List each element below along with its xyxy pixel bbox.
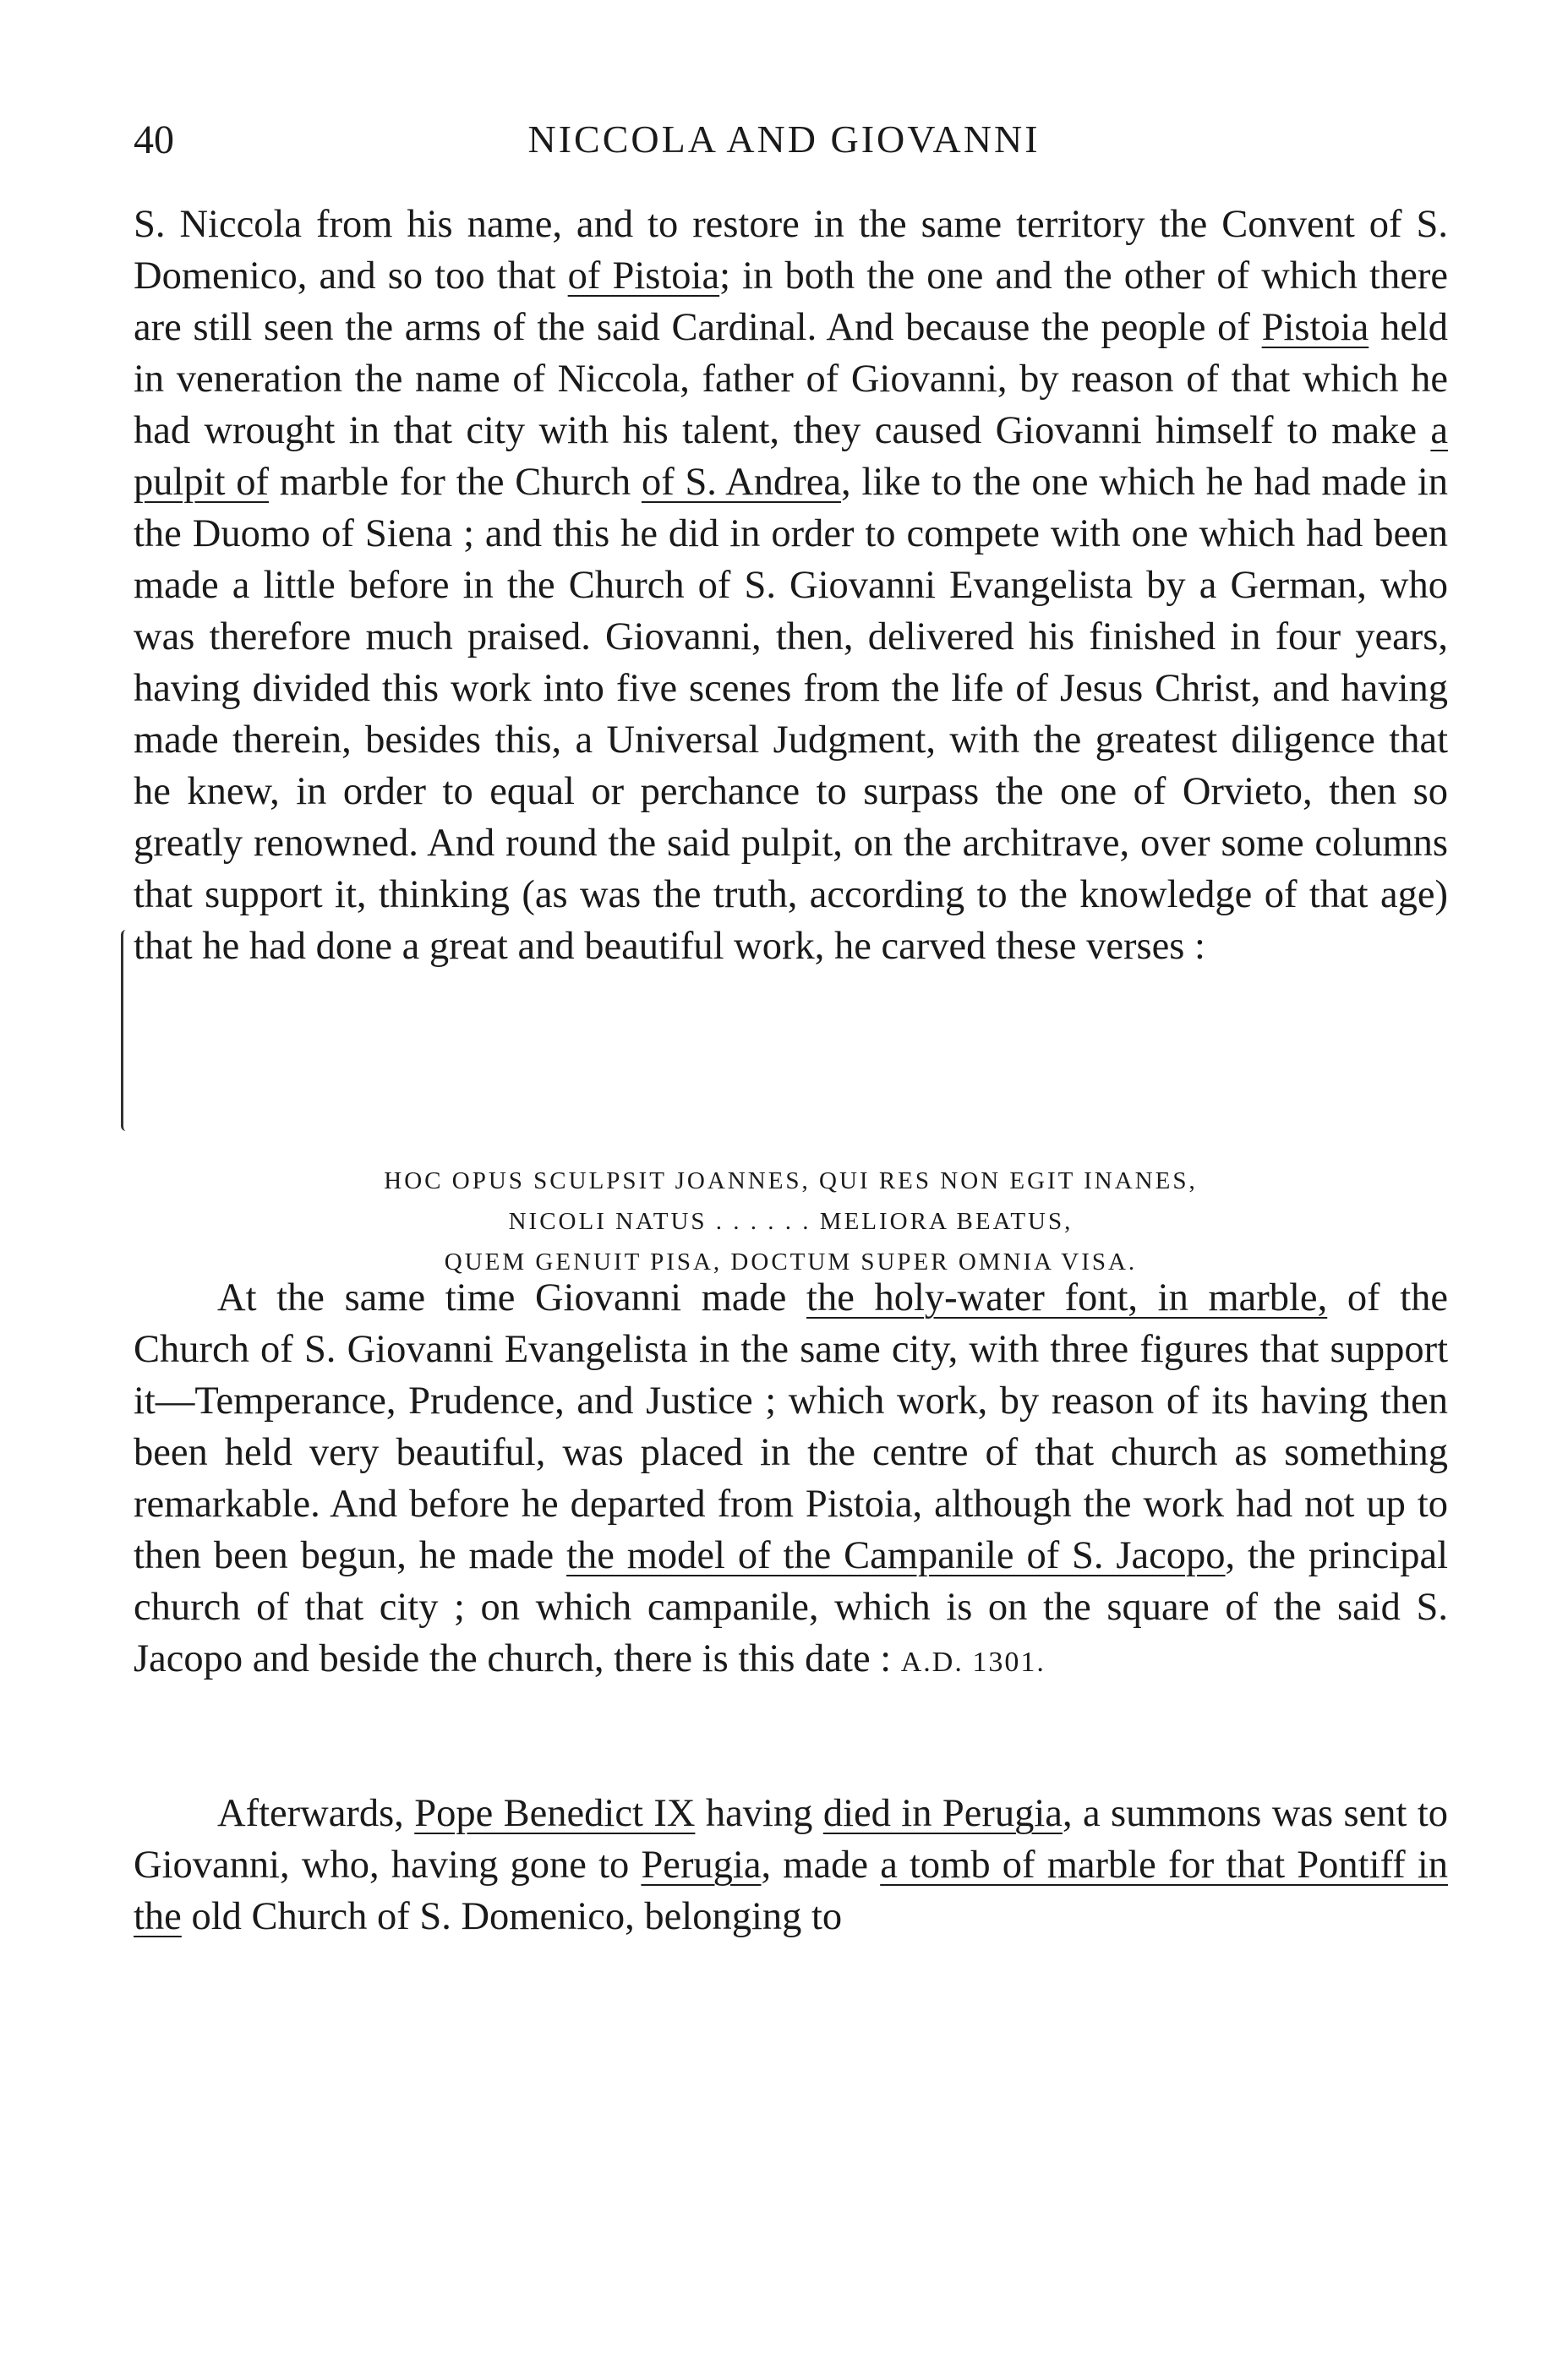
underlined-text: a tomb of marble for that Pontiff in the bbox=[134, 1844, 1448, 1938]
underlined-text: the model of the Campanile of S. Jacopo bbox=[566, 1534, 1226, 1577]
text-span: , the principal church of that city ; on which campanile, which is on the square of the said S. Jacopo and beside the church, there is this date : bbox=[134, 1534, 1448, 1680]
paragraph-1-text bbox=[134, 199, 1448, 972]
paragraph-1 bbox=[134, 199, 1448, 972]
text-span: old Church of S. Domenico, belonging to bbox=[181, 1895, 843, 1938]
underlined-text: Perugia bbox=[641, 1844, 762, 1887]
date-text: A.D. 1301. bbox=[900, 1647, 1046, 1678]
page-number: 40 bbox=[134, 117, 174, 162]
text-span: marble for the Church bbox=[269, 461, 642, 504]
text-span: having bbox=[695, 1792, 823, 1835]
inscription bbox=[134, 1161, 1448, 1282]
running-title: NICCOLA AND GIOVANNI bbox=[527, 117, 1041, 161]
paragraph-2-text bbox=[134, 1272, 1448, 1688]
underlined-text: a pulpit of bbox=[134, 409, 1448, 504]
text-span: , made bbox=[761, 1844, 881, 1887]
text-span: ; in both the one and the other of which there are still seen the arms of the said Cardinal. And because the people of bbox=[134, 254, 1448, 349]
underlined-text: Pope Benedict IX bbox=[414, 1792, 696, 1835]
paragraph-3 bbox=[134, 1788, 1448, 1942]
inscription-line: NICOLI NATUS . . . . . . MELIORA BEATUS, bbox=[508, 1208, 1074, 1235]
paragraph-3-text bbox=[134, 1788, 1448, 1942]
underlined-text: the holy-water font, in marble, bbox=[806, 1276, 1328, 1319]
text-span: Afterwards, bbox=[217, 1792, 415, 1835]
text-span: , like to the one which he had made in the Duomo of Siena ; and this he did in order to compete with one which had been made a little before in the Church of S. Giovanni Evangelista by a German, who was therefore much praised. Giovanni, then, delivered his finished in four years, having divided this work into five scenes from the life of Jesus Christ, and having made therein, besides this, a Universal Judgment, with the greatest diligence that he knew, in order to equal or perchance to surpass the one of Orvieto, then so greatly renowned. And round the said pulpit, on the architrave, over some columns that support it, thinking (as was the truth, according to the knowledge of that age) that he had done a great and beautiful work, he carved these verses : bbox=[134, 461, 1448, 968]
underlined-text: died in Perugia bbox=[822, 1792, 1063, 1835]
text-span: of the Church of S. Giovanni Evangelista in the same city, with three figures that support it—Temperance, Prudence, and Justice ; which work, by reason of its having then been held very beautiful, was placed in the centre of that church as something remarkable. And before he departed from Pistoia, although the work had not up to then been begun, he made bbox=[134, 1276, 1449, 1577]
inscription-line: QUEM GENUIT PISA, DOCTUM SUPER OMNIA VISA. bbox=[444, 1248, 1138, 1276]
text-span: S. Niccola from his name, and to restore in the same territory the Convent of S. Domenico, and so too that bbox=[134, 203, 1448, 298]
underlined-text: of S. Andrea bbox=[641, 461, 841, 504]
underlined-text: Pistoia bbox=[1261, 306, 1369, 349]
text-span: held in veneration the name of Niccola, father of Giovanni, by reason of that which he had wrought in that city with his talent, they caused Giovanni himself to make bbox=[134, 306, 1449, 452]
text-span: At the same time Giovanni made bbox=[217, 1276, 807, 1319]
text-span: , a summons was sent to Giovanni, who, having gone to bbox=[134, 1792, 1448, 1887]
marginal-bracket bbox=[121, 930, 128, 1131]
inscription-line: HOC OPUS SCULPSIT JOANNES, QUI RES NON EGIT INANES, bbox=[384, 1167, 1198, 1194]
paragraph-2 bbox=[134, 1272, 1448, 1688]
underlined-text: of Pistoia bbox=[567, 254, 720, 298]
